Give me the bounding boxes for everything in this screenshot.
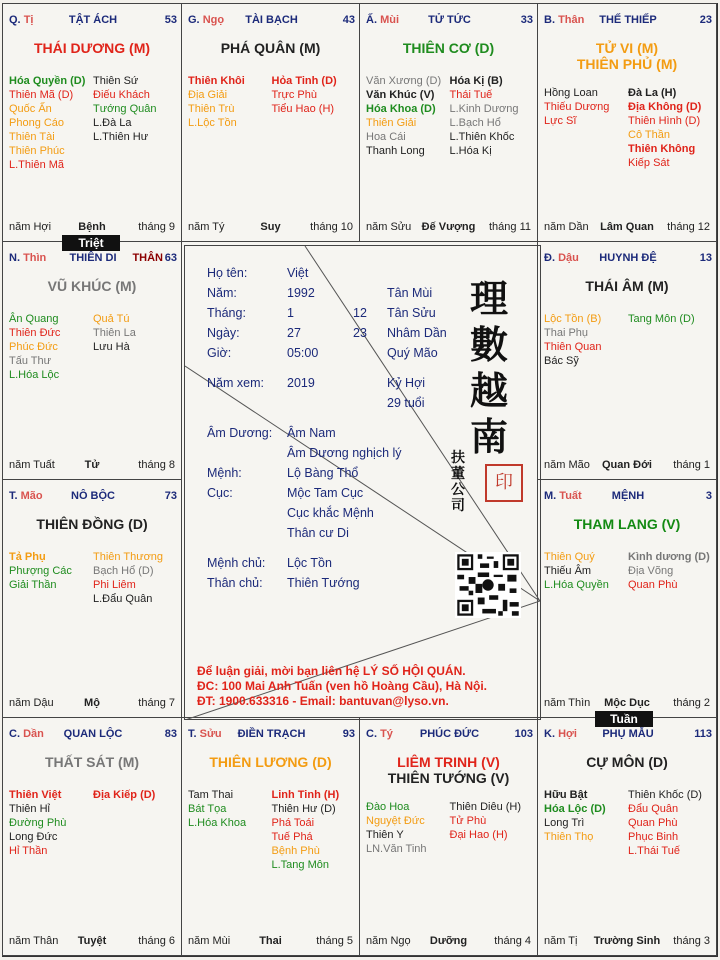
palace-branch: Mão	[20, 490, 43, 502]
palace-footer	[544, 697, 710, 711]
than-cu-note: Thân cư Di	[287, 526, 349, 540]
minor-star: Hữu Bật	[544, 789, 588, 801]
minor-star: Tướng Quân	[93, 103, 157, 115]
thanchu-value: Thiên Tướng	[287, 576, 360, 590]
palace-name: HUYNH ĐỆ	[599, 252, 657, 264]
minor-star: Tấu Thư	[9, 355, 52, 367]
calligraphy-logo: 理 數 越 南	[470, 276, 509, 459]
palace-dau	[537, 241, 717, 480]
palace-month: tháng 4	[494, 935, 531, 947]
year-value: 1992	[287, 286, 315, 300]
palace-branch: Mùi	[380, 14, 400, 26]
palace-branch: Tý	[380, 728, 393, 740]
minor-star: Thiên Quan	[544, 341, 602, 353]
main-star: VŨ KHÚC (M)	[47, 278, 137, 294]
name-value: Việt	[287, 266, 309, 280]
center-info-panel	[184, 245, 541, 720]
palace-stage: Mộc Dục	[604, 697, 650, 709]
main-stars	[3, 754, 181, 770]
palace-header	[9, 252, 177, 266]
palace-stage: Suy	[260, 221, 281, 233]
minor-star: L.Tang Môn	[271, 859, 329, 871]
minor-star: Tang Môn (D)	[628, 313, 695, 325]
palace-month: tháng 12	[667, 221, 710, 233]
minor-star: Phúc Đức	[9, 341, 58, 353]
main-stars	[3, 516, 181, 532]
minor-star: Kiếp Sát	[628, 157, 670, 169]
palace-stage: Tử	[84, 459, 100, 471]
contact-phone-email: ĐT: 1900.633316 - Email: bantuvan@lyso.vn.	[197, 694, 449, 708]
menhchu-value: Lộc Tồn	[287, 556, 332, 570]
minor-star: Văn Xương (D)	[366, 75, 442, 87]
palace-month: tháng 5	[316, 935, 353, 947]
palace-can: C. Dần	[9, 728, 44, 740]
minor-star: Giải Thần	[9, 579, 57, 591]
palace-year: năm Hợi	[9, 221, 52, 233]
palace-footer	[544, 459, 710, 473]
main-star: LIÊM TRINH (V)	[397, 754, 500, 770]
main-star: THAM LANG (V)	[573, 516, 681, 532]
palace-name: TỬ TỨC	[428, 14, 471, 26]
palace-age: 73	[164, 490, 177, 502]
palace-year: năm Ngọ	[366, 935, 411, 947]
main-star: THIÊN TƯỚNG (V)	[387, 770, 510, 786]
palace-footer	[544, 935, 710, 949]
main-stars	[182, 754, 359, 770]
minor-star: L.Hóa Quyền	[544, 579, 609, 591]
minor-star: Tử Phù	[449, 815, 487, 827]
minor-star: Nguyệt Đức	[366, 815, 425, 827]
minor-star: Phượng Các	[9, 565, 72, 577]
minor-star: Kình dương (D)	[628, 551, 710, 563]
minor-star: Bạch Hổ (D)	[93, 565, 154, 577]
palace-footer	[9, 935, 175, 949]
minor-star: L.Thiên Hư	[93, 131, 149, 143]
cuc-label: Cục:	[207, 486, 233, 500]
palace-hoi	[537, 717, 717, 956]
contact-address: ĐC: 100 Mai Anh Tuấn (ven hồ Hoàng Cầu), Hà Nội.	[197, 679, 488, 693]
palace-header	[544, 14, 712, 28]
minor-star: Thiên Tài	[9, 131, 55, 143]
minor-star: Linh Tinh (H)	[271, 789, 340, 801]
palace-header	[9, 490, 177, 504]
palace-can: Đ. Dậu	[544, 252, 579, 264]
contact-line-1: Để luận giải, mời bạn liên hệ LÝ SỐ HỘI QUÁN.	[197, 664, 466, 678]
palace-stage: Mộ	[84, 697, 100, 709]
minor-star: Hồng Loan	[544, 87, 598, 99]
year-canchi: Tân Mùi	[387, 286, 433, 300]
minor-star: Phục Binh	[628, 831, 679, 843]
minor-star: Lực Sĩ	[544, 115, 577, 127]
palace-branch: Ngọ	[202, 14, 225, 26]
menhchu-label: Mệnh chủ:	[207, 556, 266, 570]
palace-footer	[366, 221, 531, 235]
palace-can: C. Tý	[366, 728, 393, 740]
minor-star: Thiếu Dương	[544, 101, 610, 113]
palace-footer	[366, 935, 531, 949]
main-stars	[182, 40, 359, 56]
minor-star: Địa Kiếp (D)	[93, 789, 156, 801]
red-stamp-icon: 印	[485, 464, 523, 502]
palace-can: Ấ. Mùi	[366, 14, 400, 26]
palace-footer	[188, 221, 353, 235]
minor-star: L.Thiên Mã	[9, 159, 65, 171]
palace-age: 43	[342, 14, 355, 26]
day-canchi: Nhâm Dần	[387, 326, 447, 340]
minor-star: Lộc Tồn (B)	[544, 313, 602, 325]
palace-name: TÀI BẠCH	[245, 14, 298, 26]
palace-age: 23	[699, 14, 712, 26]
palace-age: 13	[699, 252, 712, 264]
triet-tag: Triệt	[62, 235, 120, 251]
palace-branch: Thìn	[23, 252, 47, 264]
minor-star: Đẩu Quân	[628, 803, 679, 815]
view-year-canchi: Kỷ Hợi	[387, 376, 426, 390]
palace-branch: Tị	[23, 14, 34, 26]
view-year-label: Năm xem:	[207, 376, 264, 390]
minor-star: L.Lộc Tồn	[188, 117, 237, 129]
tuan-tag: Tuần	[595, 711, 653, 727]
palace-age: 113	[694, 728, 712, 740]
minor-star: Hoa Cái	[366, 131, 406, 143]
palace-branch: Thân	[558, 14, 585, 26]
minor-star: Thiên Khôi	[188, 75, 245, 87]
amduong-note: Âm Dương nghịch lý	[287, 446, 402, 460]
cuc-note: Cục khắc Mệnh	[287, 506, 374, 520]
minor-star: Ân Quang	[9, 313, 59, 325]
palace-header	[9, 14, 177, 28]
palace-ngo	[181, 3, 360, 242]
palace-year: năm Dậu	[9, 697, 54, 709]
palace-can: T. Mão	[9, 490, 43, 502]
palace-month: tháng 8	[138, 459, 175, 471]
month-value: 1	[287, 306, 294, 320]
minor-star: Hỏa Tinh (D)	[271, 75, 337, 87]
age-value: 29 tuổi	[387, 396, 425, 410]
minor-star: Địa Võng	[628, 565, 674, 577]
palace-year: năm Dần	[544, 221, 589, 233]
palace-header	[544, 252, 712, 266]
minor-star: Phi Liêm	[93, 579, 136, 591]
main-stars	[538, 754, 716, 770]
palace-tuat	[537, 479, 717, 718]
palace-name: THIÊN DI	[69, 252, 117, 264]
palace-footer	[9, 697, 175, 711]
minor-star: Thiên Sứ	[93, 75, 139, 87]
minor-star: Phong Cáo	[9, 117, 65, 129]
palace-name: NÔ BỘC	[71, 490, 115, 502]
month-label: Tháng:	[207, 306, 246, 320]
palace-age: 53	[164, 14, 177, 26]
main-star: THIÊN PHỦ (M)	[576, 56, 678, 72]
palace-header	[9, 728, 177, 742]
minor-star: Thiên La	[93, 327, 136, 339]
minor-star: Thiên Trù	[188, 103, 235, 115]
palace-can: G. Ngọ	[188, 14, 225, 26]
minor-star: Thiếu Âm	[544, 565, 592, 577]
minor-star: Thiên Hình (D)	[628, 115, 701, 127]
hour-label: Giờ:	[207, 346, 232, 360]
palace-name: MỆNH	[611, 490, 645, 502]
amduong-label: Âm Dương:	[207, 426, 273, 440]
minor-star: L.Hóa Khoa	[188, 817, 247, 829]
palace-can: B. Thân	[544, 14, 585, 26]
palace-stage: Trường Sinh	[593, 935, 661, 947]
palace-stage: Đế Vượng	[421, 221, 476, 233]
hour-canchi: Quý Mão	[387, 346, 438, 360]
palace-year: năm Tuất	[9, 459, 55, 471]
minor-star: Thiên Việt	[9, 789, 62, 801]
minor-star: Quan Phù	[628, 579, 678, 591]
minor-star: Thiên Hỉ	[9, 803, 50, 815]
palace-age: 93	[342, 728, 355, 740]
cuc-value: Mộc Tam Cục	[287, 486, 364, 500]
palace-than	[537, 3, 717, 242]
palace-year: năm Sửu	[366, 221, 412, 233]
main-stars	[538, 516, 716, 532]
palace-branch: Tuất	[559, 490, 582, 502]
minor-star: Long Trì	[544, 817, 585, 829]
minor-star: Thiên Y	[366, 829, 404, 841]
palace-can: T. Sửu	[188, 728, 222, 740]
palace-year: năm Tị	[544, 935, 578, 947]
palace-header	[366, 728, 533, 742]
main-star: PHÁ QUÂN (M)	[220, 40, 321, 56]
minor-star: Thiên Giải	[366, 117, 417, 129]
minor-star: Thiên Mã (D)	[9, 89, 74, 101]
name-label: Họ tên:	[207, 266, 248, 280]
minor-star: L.Hóa Lộc	[9, 369, 60, 381]
palace-ti	[2, 3, 182, 242]
minor-star: Hỉ Thần	[9, 845, 48, 857]
palace-suu	[181, 717, 360, 956]
main-stars	[3, 278, 181, 294]
palace-month: tháng 11	[488, 221, 531, 233]
palace-header	[188, 14, 355, 28]
minor-star: Tuế Phá	[271, 831, 313, 843]
minor-star: Cô Thần	[628, 129, 670, 141]
minor-star: Đường Phù	[9, 817, 67, 829]
palace-age: 103	[514, 728, 533, 740]
minor-star: Thiên Không	[628, 143, 696, 155]
minor-star: Hóa Lộc (D)	[544, 803, 606, 815]
minor-star: Thiên Đức	[9, 327, 61, 339]
palace-header	[544, 490, 712, 504]
palace-footer	[188, 935, 353, 949]
minor-star: Quốc Ấn	[9, 103, 52, 115]
view-year-value: 2019	[287, 376, 315, 390]
thanchu-label: Thân chủ:	[207, 576, 263, 590]
minor-star: Tam Thai	[188, 789, 234, 801]
palace-name: ĐIỀN TRẠCH	[237, 728, 306, 740]
main-star: THÁI ÂM (M)	[585, 278, 669, 294]
palace-footer	[9, 459, 175, 473]
palace-header	[366, 14, 533, 28]
palace-branch: Dậu	[558, 252, 579, 264]
minor-star: Trực Phù	[271, 89, 317, 101]
palace-age: 83	[164, 728, 177, 740]
palace-can: M. Tuất	[544, 490, 582, 502]
palace-branch: Dần	[23, 728, 44, 740]
main-stars	[3, 40, 181, 56]
minor-star: L.Kinh Dương	[449, 103, 519, 115]
minor-star: L.Hóa Kị	[449, 145, 492, 157]
palace-month: tháng 6	[138, 935, 175, 947]
minor-star: Đại Hao (H)	[449, 829, 508, 841]
main-star: CỰ MÔN (D)	[586, 754, 668, 770]
palace-thin	[2, 241, 182, 480]
main-stars	[538, 278, 716, 294]
hour-value: 05:00	[287, 346, 319, 360]
palace-footer	[544, 221, 710, 235]
minor-star: Thiên Thương	[93, 551, 164, 563]
minor-star: Bát Tọa	[188, 803, 227, 815]
palace-month: tháng 2	[673, 697, 710, 709]
palace-branch: Hợi	[558, 728, 577, 740]
minor-star: Văn Khúc (V)	[366, 89, 435, 101]
minor-star: Thiên Hư (D)	[271, 803, 336, 815]
minor-star: LN.Văn Tinh	[366, 843, 427, 855]
main-star: THẤT SÁT (M)	[44, 754, 140, 770]
minor-star: Thiên Khốc (D)	[628, 789, 702, 801]
palace-stage: Bệnh	[78, 221, 106, 233]
minor-star: Thái Tuế	[449, 89, 493, 101]
minor-star: L.Đẩu Quân	[93, 593, 153, 605]
main-star: THÁI DƯƠNG (M)	[33, 40, 151, 56]
month-lunar: 12	[353, 306, 367, 320]
palace-year: năm Tý	[188, 221, 225, 233]
minor-star: Thai Phụ	[544, 327, 589, 339]
minor-star: L.Đà La	[93, 117, 132, 129]
palace-mao	[2, 479, 182, 718]
palace-month: tháng 7	[138, 697, 175, 709]
minor-star: Quả Tú	[93, 313, 130, 325]
minor-star: Tả Phụ	[9, 551, 46, 563]
year-label: Năm:	[207, 286, 237, 300]
main-stars	[538, 40, 716, 72]
minor-star: L.Thái Tuế	[628, 845, 680, 857]
main-star: TỬ VI (M)	[595, 40, 659, 56]
day-lunar: 23	[353, 326, 367, 340]
day-value: 27	[287, 326, 301, 340]
contact-info	[197, 664, 487, 709]
main-star: THIÊN ĐỒNG (D)	[36, 516, 148, 532]
minor-star: Thiên Phúc	[9, 145, 65, 157]
minor-star: L.Thiên Khốc	[449, 131, 515, 143]
minor-star: Đào Hoa	[366, 801, 410, 813]
palace-year: năm Mão	[544, 459, 590, 471]
minor-star: Bác Sỹ	[544, 355, 579, 367]
palace-stage: Lâm Quan	[600, 221, 654, 233]
minor-star: Địa Giải	[188, 89, 228, 101]
palace-age: 63	[164, 252, 177, 264]
palace-mui	[359, 3, 538, 242]
minor-star: Đà La (H)	[628, 87, 677, 99]
palace-month: tháng 9	[138, 221, 175, 233]
day-label: Ngày:	[207, 326, 240, 340]
main-stars	[360, 40, 537, 56]
palace-name: PHỤ MẪU	[602, 728, 654, 740]
minor-star: Quan Phù	[628, 817, 678, 829]
minor-star: Bệnh Phù	[271, 845, 320, 857]
minor-star: Hóa Khoa (D)	[366, 103, 436, 115]
than-marker: THÂN	[132, 252, 163, 264]
palace-stage: Thai	[259, 935, 282, 947]
palace-can: N. Thìn	[9, 252, 47, 264]
main-star: THIÊN CƠ (D)	[402, 40, 495, 56]
palace-ty	[359, 717, 538, 956]
month-canchi: Tân Sửu	[387, 306, 436, 320]
palace-stage: Dưỡng	[429, 935, 468, 947]
minor-star: Địa Không (D)	[628, 101, 702, 113]
palace-name: QUAN LỘC	[63, 728, 123, 740]
menh-label: Mệnh:	[207, 466, 242, 480]
minor-star: Thanh Long	[366, 145, 425, 157]
palace-age: 3	[705, 490, 712, 502]
seal-subtext: 扶董公司	[451, 450, 465, 514]
minor-star: Thiên Thọ	[544, 831, 594, 843]
palace-stage: Tuyệt	[77, 935, 107, 947]
palace-month: tháng 3	[673, 935, 710, 947]
minor-star: L.Bạch Hổ	[449, 117, 501, 129]
horoscope-chart	[2, 3, 718, 957]
palace-can: Q. Tị	[9, 14, 34, 26]
palace-footer	[9, 221, 175, 235]
palace-year: năm Thìn	[544, 697, 591, 709]
palace-name: PHÚC ĐỨC	[419, 728, 480, 740]
palace-stage: Quan Đới	[602, 459, 652, 471]
palace-header	[188, 728, 355, 742]
qr-code-icon	[455, 552, 521, 618]
palace-can: K. Hợi	[544, 728, 577, 740]
menh-value: Lộ Bàng Thổ	[287, 466, 359, 480]
minor-star: Điếu Khách	[93, 89, 150, 101]
minor-star: Long Đức	[9, 831, 58, 843]
main-stars	[360, 754, 537, 786]
minor-star: Hóa Quyền (D)	[9, 75, 86, 87]
palace-age: 33	[520, 14, 533, 26]
palace-month: tháng 10	[310, 221, 353, 233]
minor-star: Phá Toái	[271, 817, 315, 829]
palace-name: TẬT ÁCH	[68, 14, 118, 26]
palace-branch: Sửu	[199, 728, 222, 740]
palace-year: năm Thân	[9, 935, 59, 947]
amduong-value: Âm Nam	[287, 426, 336, 440]
palace-month: tháng 1	[673, 459, 710, 471]
minor-star: Lưu Hà	[93, 341, 130, 353]
palace-header	[544, 728, 712, 742]
minor-star: Thiên Diêu (H)	[449, 801, 522, 813]
palace-dan	[2, 717, 182, 956]
palace-name: THẾ THIẾP	[599, 14, 657, 26]
minor-star: Thiên Quý	[544, 551, 595, 563]
minor-star: Tiểu Hao (H)	[271, 103, 335, 115]
main-star: THIÊN LƯƠNG (D)	[209, 754, 332, 770]
palace-year: năm Mùi	[188, 935, 231, 947]
minor-star: Hóa Kị (B)	[449, 75, 503, 87]
